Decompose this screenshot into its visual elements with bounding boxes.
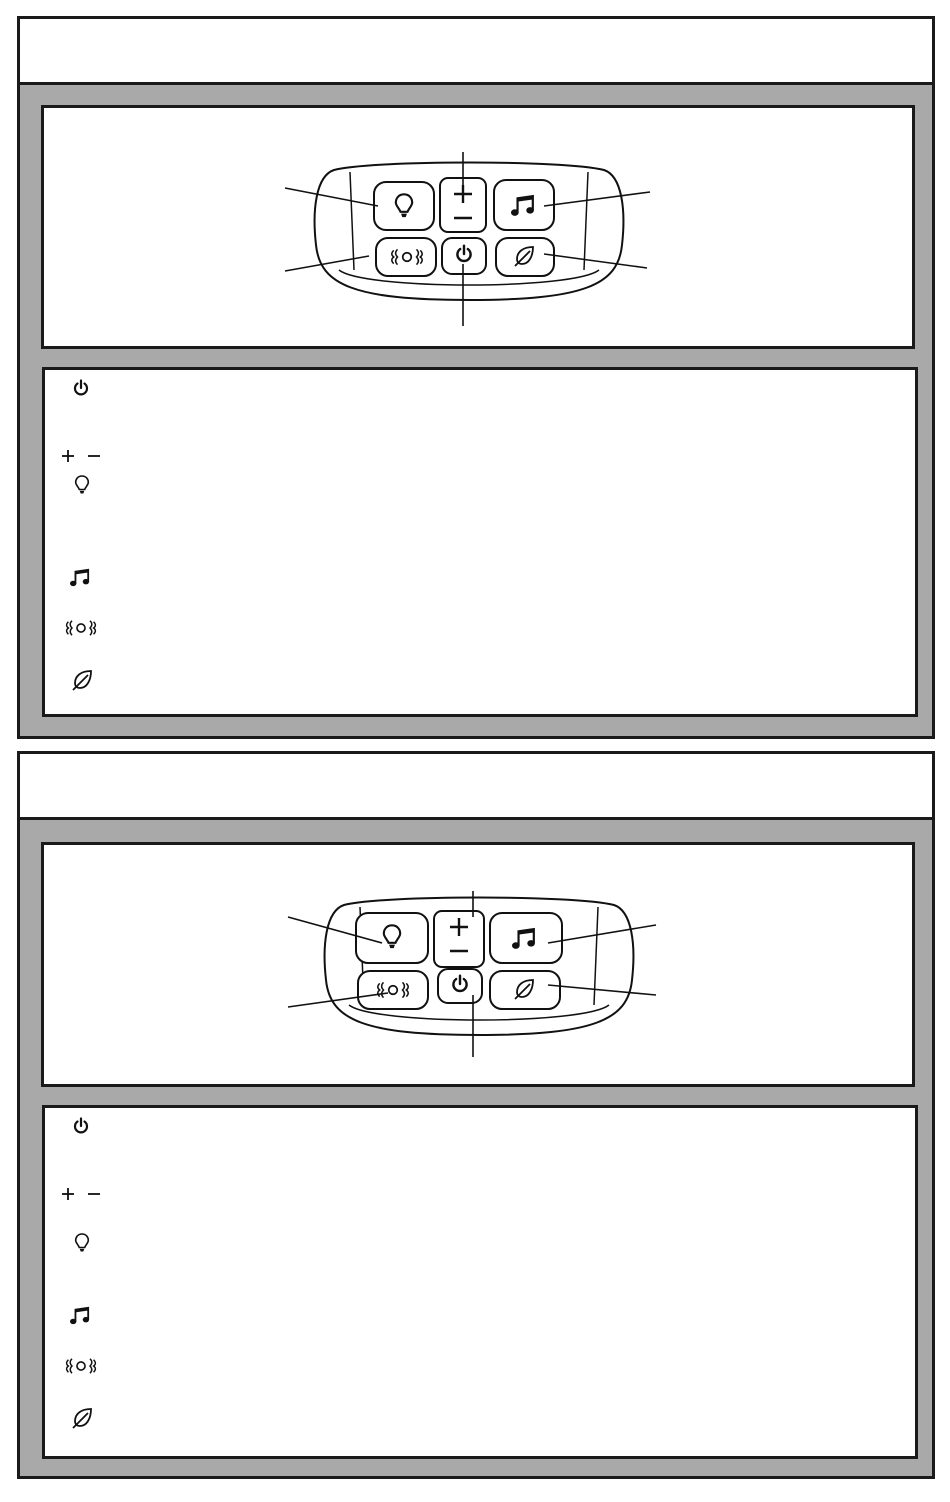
remote-diagram-panel (41, 842, 915, 1087)
light-bulb-icon (73, 1232, 91, 1254)
callout-lines (44, 845, 912, 1084)
power-icon (71, 1116, 91, 1136)
light-bulb-icon (73, 474, 91, 496)
remote-diagram-panel (41, 105, 915, 349)
vibration-icon (63, 618, 99, 638)
leaf-icon (71, 1406, 95, 1430)
leaf-icon (71, 668, 95, 692)
callout-lines (44, 108, 912, 346)
section-header (20, 754, 932, 820)
instruction-section-2 (17, 751, 935, 1479)
power-icon (71, 378, 91, 398)
music-note-icon (69, 1306, 91, 1326)
music-note-icon (69, 568, 91, 588)
plus-minus-icon (59, 448, 105, 464)
plus-minus-icon (59, 1186, 105, 1202)
section-header (20, 19, 932, 85)
button-legend (42, 1105, 918, 1459)
vibration-icon (63, 1356, 99, 1376)
instruction-section-1 (17, 16, 935, 739)
button-legend (42, 367, 918, 717)
